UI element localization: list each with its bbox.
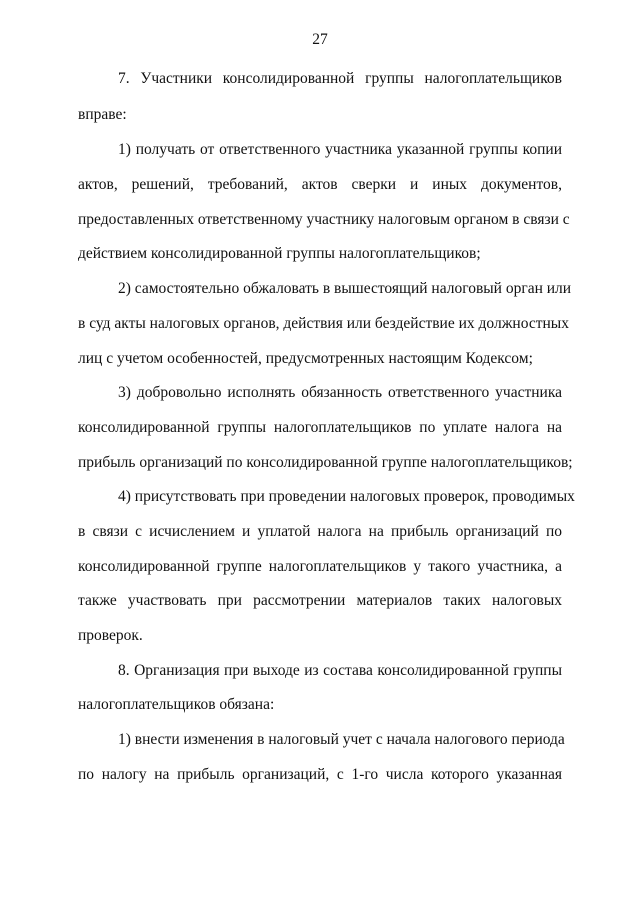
item-4-line-2: в связи с исчислением и уплатой налога на прибыль организаций по (78, 523, 562, 540)
item-3-line-1: 3) добровольно исполнять обязанность ответственного участника (118, 384, 562, 401)
page-number: 27 (312, 31, 328, 48)
item-1-line-3: предоставленных ответственному участнику налоговым органом в связи с (78, 211, 570, 228)
paragraph-8-item-1-line-2: по налогу на прибыль организаций, с 1-го числа которого указанная (78, 766, 562, 783)
item-4-line-4: также участвовать при рассмотрении материалов таких налоговых (78, 592, 562, 609)
item-3-line-2: консолидированной группы налогоплательщиков по уплате налога на (78, 419, 562, 436)
paragraph-7-line-1: 7. Участники консолидированной группы налогоплательщиков (118, 70, 562, 87)
paragraph-8-line-2: налогоплательщиков обязана: (78, 696, 275, 713)
item-1-line-4: действием консолидированной группы налогоплательщиков; (78, 245, 481, 262)
item-2-line-2: в суд акты налоговых органов, действия или бездействие их должностных (78, 315, 569, 332)
item-1-line-2: актов, решений, требований, актов сверки и иных документов, (78, 176, 562, 193)
item-2-line-3: лиц с учетом особенностей, предусмотренных настоящим Кодексом; (78, 350, 533, 367)
paragraph-7-line-2: вправе: (78, 106, 127, 123)
paragraph-8-line-1: 8. Организация при выходе из состава консолидированной группы (118, 662, 562, 679)
paragraph-8-item-1-line-1: 1) внести изменения в налоговый учет с начала налогового периода (118, 731, 565, 748)
item-1-line-1: 1) получать от ответственного участника указанной группы копии (118, 141, 562, 158)
item-4-line-5: проверок. (78, 627, 143, 644)
item-4-line-3: консолидированной группе налогоплательщиков у такого участника, а (78, 558, 562, 575)
item-4-line-1: 4) присутствовать при проведении налоговых проверок, проводимых (118, 488, 575, 505)
item-2-line-1: 2) самостоятельно обжаловать в вышестоящий налоговый орган или (118, 280, 572, 297)
item-3-line-3: прибыль организаций по консолидированной группе налогоплательщиков; (78, 454, 573, 471)
